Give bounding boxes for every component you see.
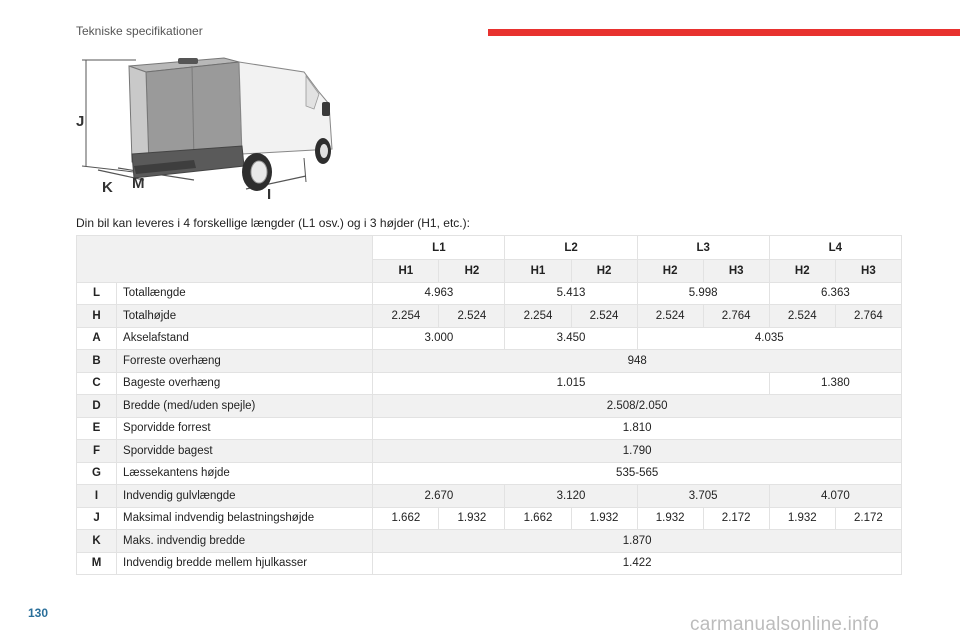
- dimension-value: 2.524: [439, 305, 505, 328]
- dimension-value: 1.662: [505, 507, 571, 530]
- table-row: [77, 305, 902, 328]
- dimension-value: 1.422: [373, 552, 902, 575]
- page-number: 130: [28, 606, 49, 620]
- dimension-label: Læssekantens højde: [117, 462, 373, 485]
- height-header: H2: [571, 260, 637, 283]
- dimension-label: Maksimal indvendig belastningshøjde: [117, 507, 373, 530]
- dimension-value: 6.363: [769, 282, 901, 305]
- dimension-label-i: I: [267, 186, 272, 203]
- dimension-label: Bageste overhæng: [117, 372, 373, 395]
- table-row: [77, 552, 902, 575]
- dimension-code: B: [77, 350, 117, 373]
- dimensions-table: [76, 235, 902, 575]
- dimension-code: M: [77, 552, 117, 575]
- table-row: [77, 372, 902, 395]
- dimension-code: A: [77, 327, 117, 350]
- dimension-value: 1.380: [769, 372, 901, 395]
- dimension-code: F: [77, 440, 117, 463]
- dimension-value: 5.998: [637, 282, 769, 305]
- dimension-value: 1.932: [571, 507, 637, 530]
- dimension-label-k: K: [102, 179, 113, 196]
- dimension-value: 3.705: [637, 485, 769, 508]
- dimension-value: 2.508/2.050: [373, 395, 902, 418]
- dimension-value: 2.254: [505, 305, 571, 328]
- dimension-value: 4.070: [769, 485, 901, 508]
- dimension-value: 1.932: [637, 507, 703, 530]
- dimension-label-j: J: [76, 113, 85, 130]
- dimension-label: Forreste overhæng: [117, 350, 373, 373]
- dimension-value: 3.120: [505, 485, 637, 508]
- height-header: H1: [373, 260, 439, 283]
- van-illustration: [74, 54, 374, 204]
- dimension-code: G: [77, 462, 117, 485]
- length-header-row: [77, 236, 902, 260]
- table-row: [77, 417, 902, 440]
- dimension-value: 1.932: [769, 507, 835, 530]
- height-header: H2: [769, 260, 835, 283]
- dimension-label-m: M: [132, 175, 145, 192]
- dimension-code: H: [77, 305, 117, 328]
- section-title: Tekniske specifikationer: [76, 24, 203, 38]
- dimension-value: 1.662: [373, 507, 439, 530]
- dimension-label: Totallængde: [117, 282, 373, 305]
- dimension-value: 1.810: [373, 417, 902, 440]
- dimension-code: I: [77, 485, 117, 508]
- table-row: [77, 327, 902, 350]
- intro-text: Din bil kan leveres i 4 forskellige længder (L1 osv.) og i 3 højder (H1, etc.):: [76, 216, 470, 230]
- van-dimensions-figure: [74, 54, 374, 204]
- table-row: [77, 282, 902, 305]
- dimension-value: 3.450: [505, 327, 637, 350]
- length-header-l2: L2: [505, 236, 637, 260]
- dimension-value: 948: [373, 350, 902, 373]
- dimension-value: 5.413: [505, 282, 637, 305]
- height-header: H1: [505, 260, 571, 283]
- dimension-value: 2.670: [373, 485, 505, 508]
- dimension-value: 1.015: [373, 372, 769, 395]
- table-row: [77, 530, 902, 553]
- table-row: [77, 440, 902, 463]
- table-row: [77, 485, 902, 508]
- height-header: H3: [703, 260, 769, 283]
- table-row: [77, 507, 902, 530]
- dimension-value: 1.870: [373, 530, 902, 553]
- watermark: carmanualsonline.info: [690, 614, 880, 635]
- table-corner: [77, 236, 373, 283]
- dimension-code: L: [77, 282, 117, 305]
- dimension-code: C: [77, 372, 117, 395]
- height-header: H2: [439, 260, 505, 283]
- dimension-value: 1.932: [439, 507, 505, 530]
- dimension-value: 1.790: [373, 440, 902, 463]
- dimension-value: 2.172: [835, 507, 901, 530]
- dimension-label: Indvendig bredde mellem hjulkasser: [117, 552, 373, 575]
- dimension-value: 2.524: [637, 305, 703, 328]
- dimension-value: 2.524: [769, 305, 835, 328]
- length-header-l1: L1: [373, 236, 505, 260]
- dimension-value: 4.035: [637, 327, 901, 350]
- dimension-code: E: [77, 417, 117, 440]
- dimension-label: Bredde (med/uden spejle): [117, 395, 373, 418]
- dimension-label: Totalhøjde: [117, 305, 373, 328]
- dimension-value: 2.254: [373, 305, 439, 328]
- length-header-l4: L4: [769, 236, 901, 260]
- dimension-label: Maks. indvendig bredde: [117, 530, 373, 553]
- dimension-value: 535-565: [373, 462, 902, 485]
- height-header: H3: [835, 260, 901, 283]
- dimension-label: Sporvidde forrest: [117, 417, 373, 440]
- dimension-value: 2.764: [703, 305, 769, 328]
- dimension-code: K: [77, 530, 117, 553]
- dimension-value: 2.524: [571, 305, 637, 328]
- height-header: H2: [637, 260, 703, 283]
- table-row: [77, 350, 902, 373]
- table-row: [77, 395, 902, 418]
- dimension-value: 2.172: [703, 507, 769, 530]
- section-accent-bar: [488, 29, 960, 36]
- table-row: [77, 462, 902, 485]
- dimension-value: 4.963: [373, 282, 505, 305]
- dimension-code: D: [77, 395, 117, 418]
- dimension-label: Indvendig gulvlængde: [117, 485, 373, 508]
- dimension-code: J: [77, 507, 117, 530]
- dimension-value: 2.764: [835, 305, 901, 328]
- dimension-label: Sporvidde bagest: [117, 440, 373, 463]
- dimension-value: 3.000: [373, 327, 505, 350]
- length-header-l3: L3: [637, 236, 769, 260]
- dimension-label: Akselafstand: [117, 327, 373, 350]
